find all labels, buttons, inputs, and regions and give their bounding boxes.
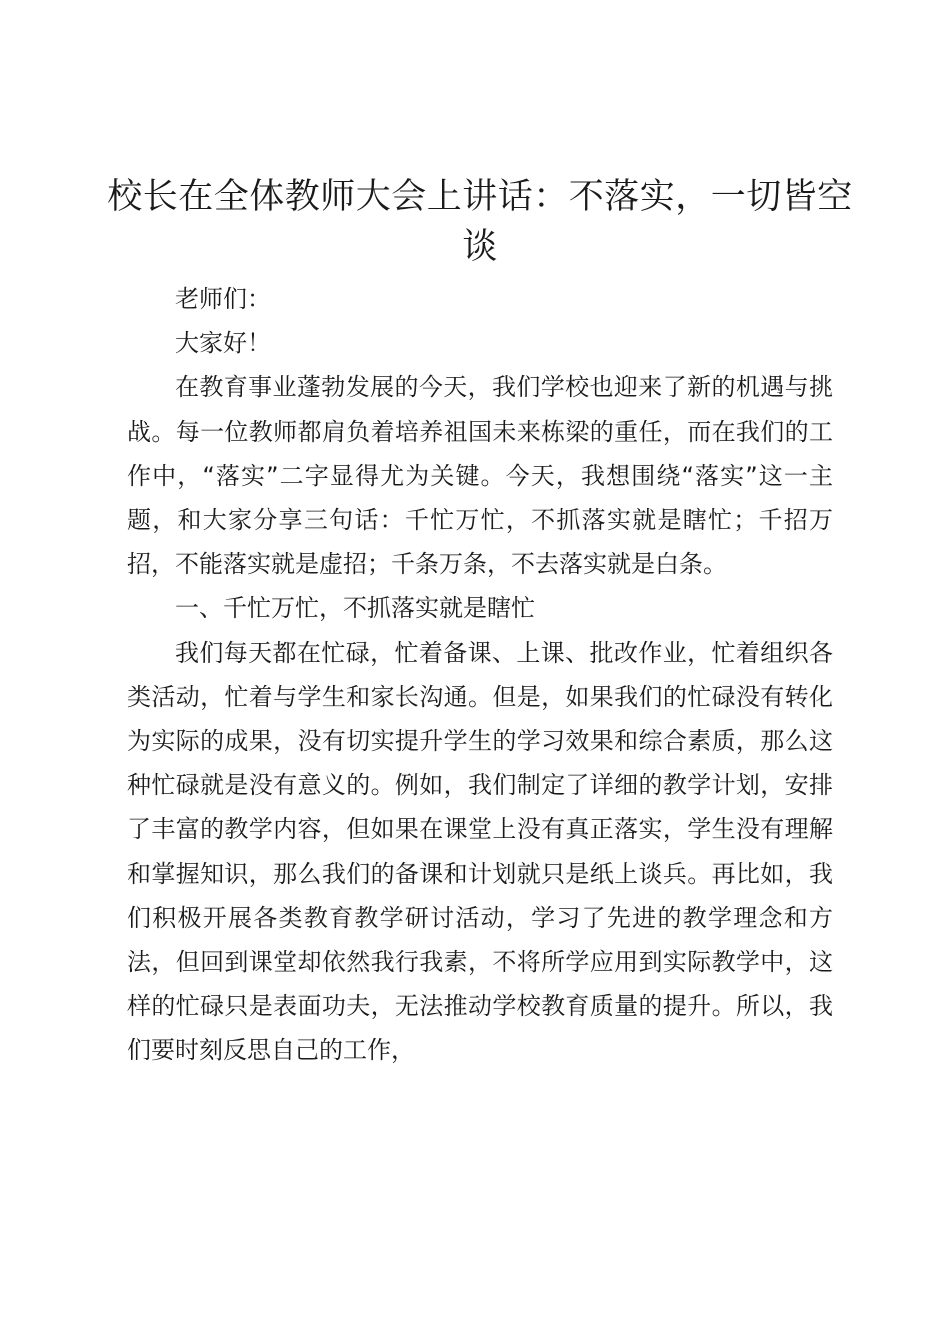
- document-title: 校长在全体教师大会上讲话：不落实，一切皆空谈: [107, 177, 853, 267]
- salutation: 老师们：: [175, 285, 271, 313]
- section-heading: 一、千忙万忙，不抓落实就是瞎忙: [175, 594, 535, 623]
- document-body: [127, 277, 833, 1073]
- intro-paragraph: 在教育事业蓬勃发展的今天，我们学校也迎来了新的机遇与挑战。每一位教师都肩负着培养祖国未来栋梁的重任，而在我们的工作中，“落实”二字显得尤为关键。今天，我想围绕“落实”这一主题，和大家分享三句话：千忙万忙，不抓落实就是瞎忙；千招万招，不能落实就是虚招；千条万条，不去落实就是白条。: [127, 373, 833, 579]
- greeting: 大家好！: [175, 329, 271, 358]
- section-paragraph: 我们每天都在忙碌，忙着备课、上课、批改作业，忙着组织各类活动，忙着与学生和家长沟通。但是，如果我们的忙碌没有转化为实际的成果，没有切实提升学生的学习效果和综合素质，那么这种忙碌就是没有意义的。例如，我们制定了详细的教学计划，安排了丰富的教学内容，但如果在课堂上没有真正落实，学生没有理解和掌握知识，那么我们的备课和计划就只是纸上谈兵。再比如，我们积极开展各类教育教学研讨活动，学习了先进的教学理念和方法，但回到课堂却依然我行我素，不将所学应用到实际教学中，这样的忙碌只是表面功夫，无法推动学校教育质量的提升。所以，我们要时刻反思自己的工作，: [127, 638, 833, 1065]
